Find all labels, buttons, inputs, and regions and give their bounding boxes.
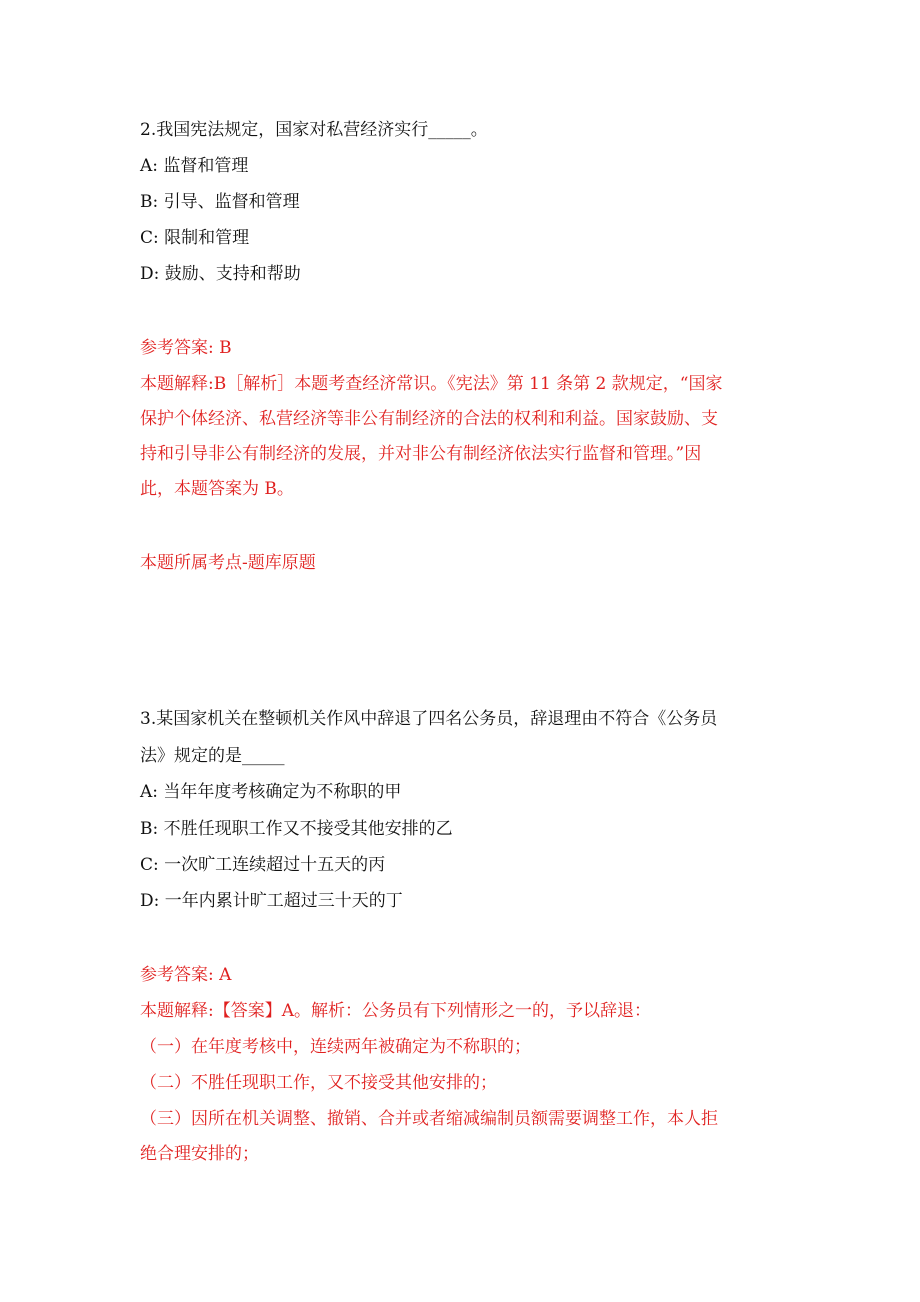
question-3-text-line: 法》规定的是_____ xyxy=(140,746,285,766)
question-3-text-line: 3.某国家机关在整顿机关作风中辞退了四名公务员，辞退理由不符合《公务员 xyxy=(140,709,718,729)
question-2-explanation-line: 持和引导非公有制经济的发展，并对非公有制经济依法实行监督和管理。”因 xyxy=(140,444,702,464)
question-3-explanation-line: （一）在年度考核中，连续两年被确定为不称职的； xyxy=(140,1037,531,1057)
question-2-text: 2.我国宪法规定，国家对私营经济实行_____。 xyxy=(140,120,488,140)
question-3-option-d: D: 一年内累计旷工超过三十天的丁 xyxy=(140,891,403,911)
question-2-option-d: D: 鼓励、支持和帮助 xyxy=(140,264,301,284)
question-2-answer: 参考答案: B xyxy=(140,338,232,358)
question-3-option-a: A: 当年年度考核确定为不称职的甲 xyxy=(140,782,402,802)
question-2-option-c: C: 限制和管理 xyxy=(140,228,250,248)
question-3-option-c: C: 一次旷工连续超过十五天的丙 xyxy=(140,855,386,875)
question-2-explanation-line: 本题解释:B［解析］本题考查经济常识。《宪法》第 11 条第 2 款规定，“国家 xyxy=(140,374,723,394)
question-2-option-b: B: 引导、监督和管理 xyxy=(140,192,300,212)
question-2-option-a: A: 监督和管理 xyxy=(140,156,249,176)
question-3-explanation-line: （三）因所在机关调整、撤销、合并或者缩减编制员额需要调整工作，本人拒 xyxy=(140,1109,718,1129)
question-3-answer: 参考答案: A xyxy=(140,965,232,985)
question-2-topic: 本题所属考点-题库原题 xyxy=(140,553,316,573)
question-3-option-b: B: 不胜任现职工作又不接受其他安排的乙 xyxy=(140,819,453,839)
question-3-explanation-line: （二）不胜任现职工作，又不接受其他安排的； xyxy=(140,1073,497,1093)
question-3-explanation-line: 本题解释:【答案】A。解析：公务员有下列情形之一的，予以辞退： xyxy=(140,1001,652,1021)
question-2-explanation-line: 保护个体经济、私营经济等非公有制经济的合法的权利和利益。国家鼓励、支 xyxy=(140,409,718,429)
question-2-explanation-line: 此，本题答案为 B。 xyxy=(140,479,294,499)
question-3-explanation-line: 绝合理安排的； xyxy=(140,1144,259,1164)
